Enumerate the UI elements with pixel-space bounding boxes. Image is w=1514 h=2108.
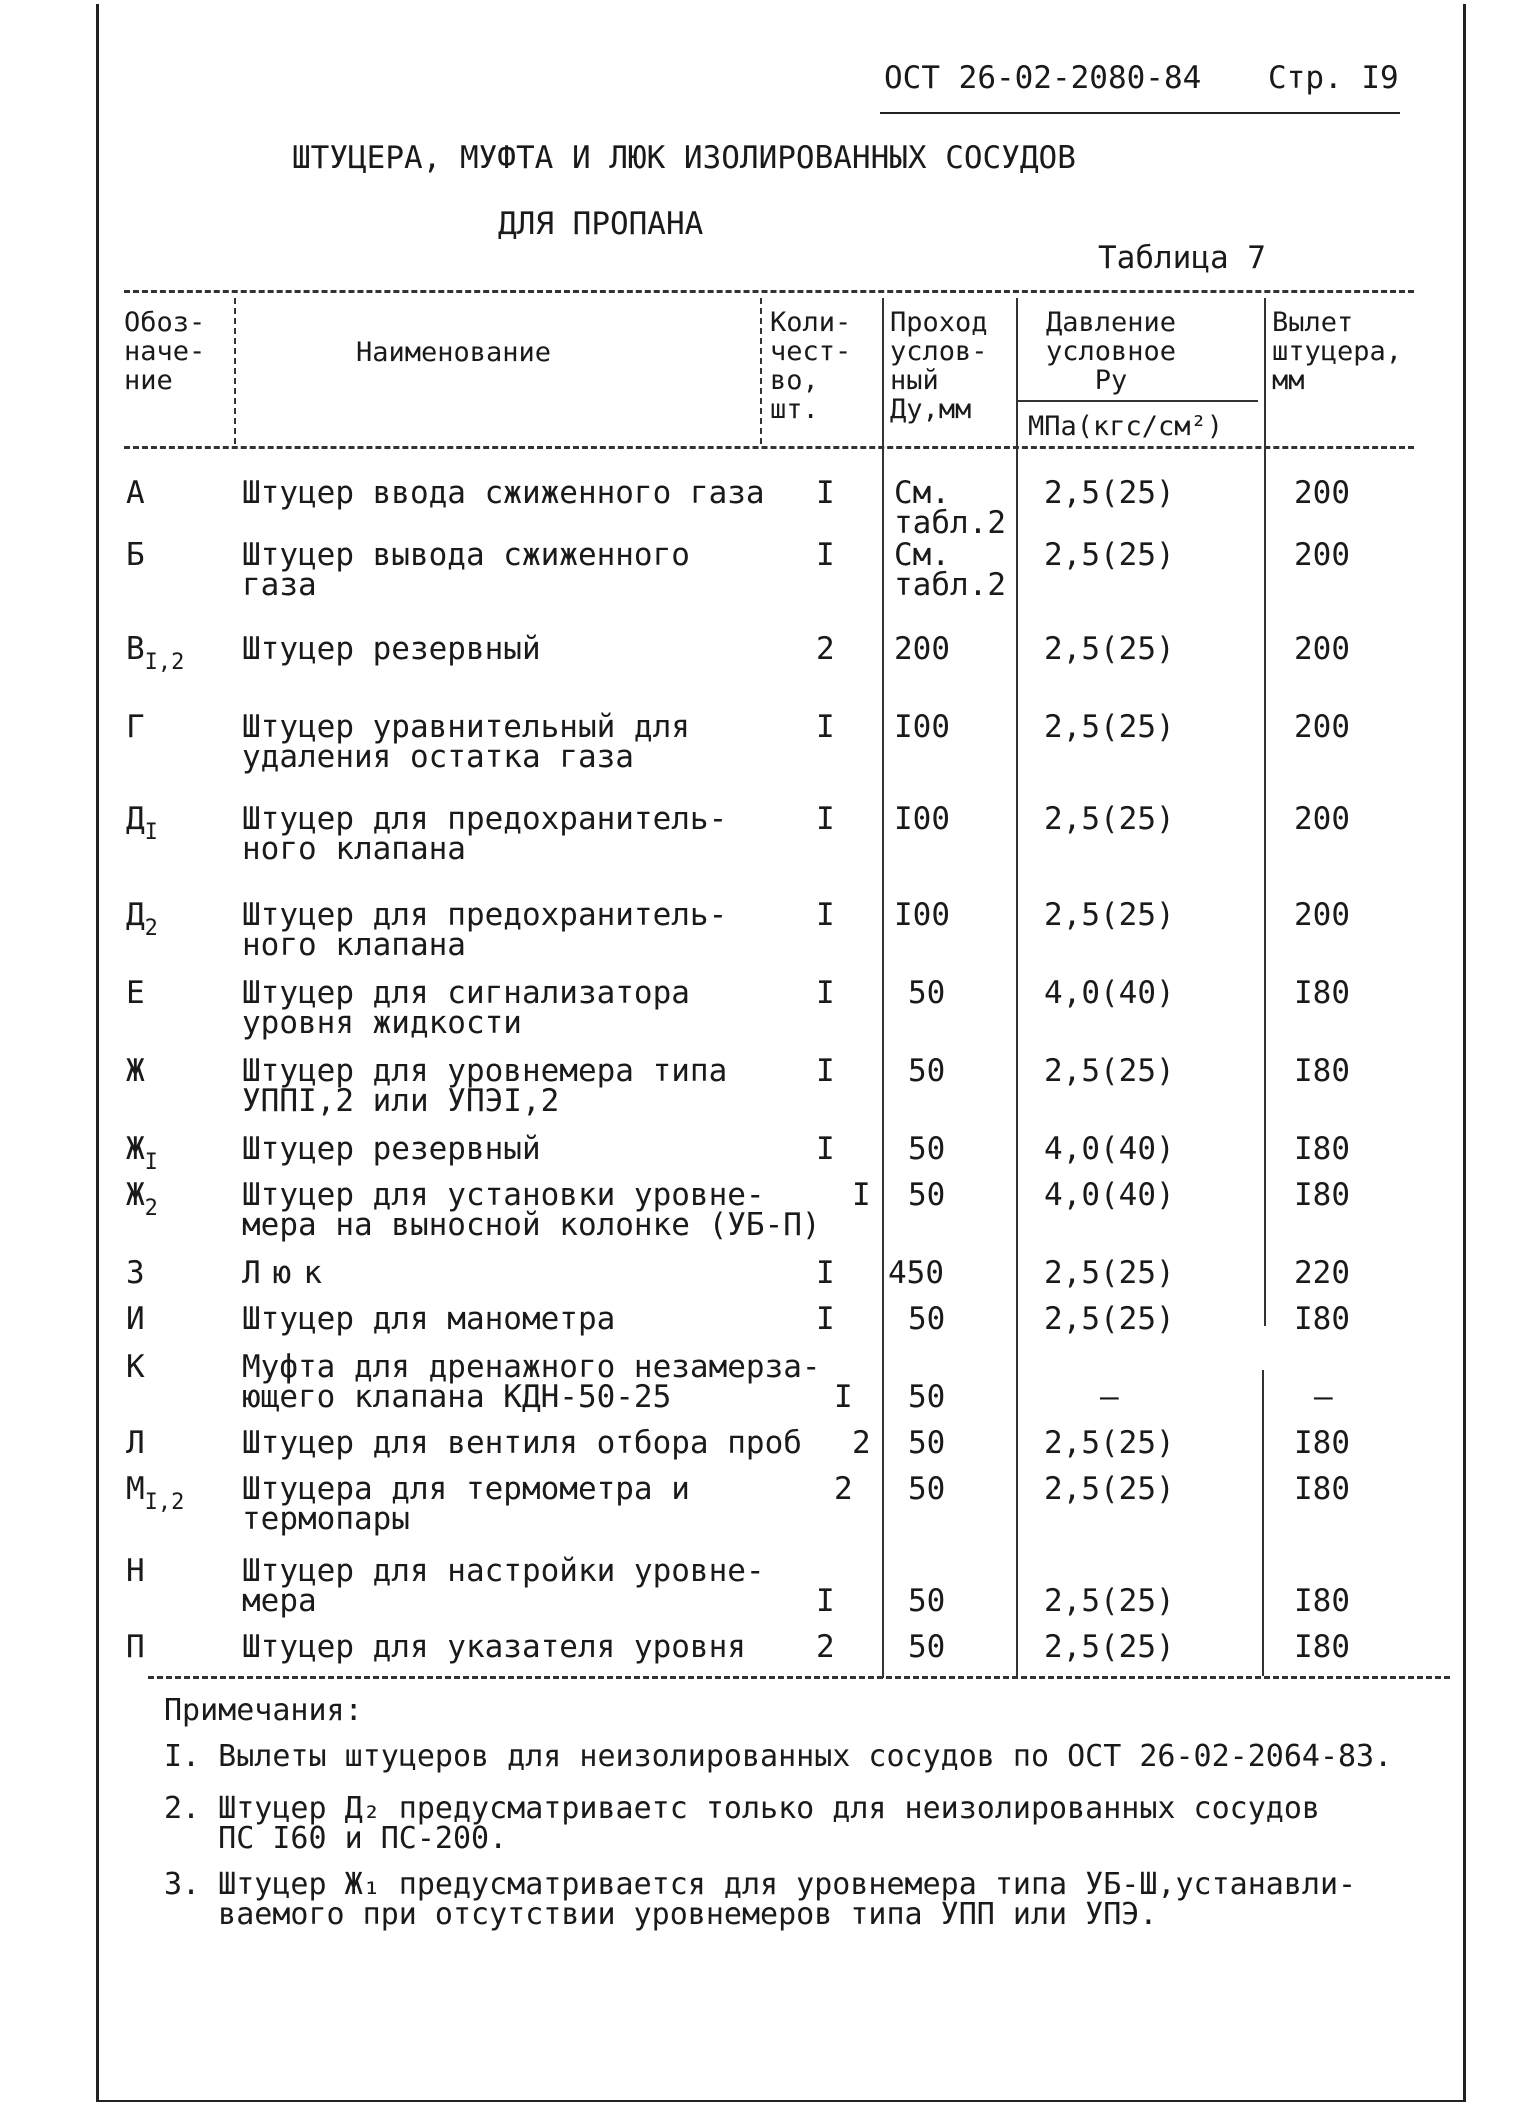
cell-name: Люк (242, 1255, 334, 1291)
cell-designation: Л (126, 1425, 145, 1461)
cell-name: Штуцер для манометра (242, 1301, 616, 1337)
cell-projection: I80 (1294, 1131, 1350, 1167)
cell-nominal-bore: 50 (908, 1177, 946, 1213)
cell-pressure: 2,5(25) (1044, 631, 1175, 667)
cell-projection: I80 (1294, 1053, 1350, 1089)
cell-nominal-bore: I00 (894, 709, 950, 745)
cell-name: Штуцер для вентиля отбора проб (242, 1425, 802, 1461)
cell-nominal-bore: 450 (888, 1255, 944, 1291)
cell-quantity: I (852, 1177, 871, 1213)
table-label: Таблица 7 (1098, 240, 1266, 276)
cell-nominal-bore: 50 (908, 1425, 946, 1461)
cell-nominal-bore: 50 (908, 1471, 946, 1507)
cell-name: Штуцер вывода сжиженного газа (242, 537, 690, 603)
cell-pressure: 4,0(40) (1044, 975, 1175, 1011)
cell-projection: 200 (1294, 709, 1350, 745)
cell-designation: З (126, 1255, 145, 1291)
cell-projection: 200 (1294, 475, 1350, 511)
cell-quantity: I (816, 1301, 835, 1337)
page-number: Стр. I9 (1268, 60, 1399, 96)
cell-designation: А (126, 475, 145, 511)
cell-name: Штуцер ввода сжиженного газа (242, 475, 765, 511)
cell-projection: 200 (1294, 537, 1350, 573)
cell-name: Штуцер уравнительный для удаления остатка газа (242, 709, 690, 775)
cell-designation: Г (126, 709, 145, 745)
cell-projection: I80 (1294, 1471, 1350, 1507)
col-sep-5 (1264, 298, 1266, 1326)
page-subtitle: ДЛЯ ПРОПАНА (498, 206, 704, 242)
col-header-name: Наименование (356, 337, 552, 368)
col-header-quantity: Коли- чест- во, шт. (770, 307, 852, 425)
cell-pressure: 2,5(25) (1044, 475, 1175, 511)
cell-pressure: 2,5(25) (1044, 537, 1175, 573)
cell-pressure: 2,5(25) (1044, 1629, 1175, 1665)
col-sep-1 (234, 298, 236, 444)
table-top-rule (124, 290, 1414, 293)
col-sep-3 (882, 298, 884, 1678)
cell-pressure: 2,5(25) (1044, 1053, 1175, 1089)
cell-nominal-bore: 50 (908, 975, 946, 1011)
note-item: 2. Штуцер Д₂ предусматриваетс только для неизолированных сосудов ПС I60 и ПС-200. (164, 1791, 1320, 1856)
cell-quantity: I (816, 537, 835, 573)
document-code: ОСТ 26-02-2080-84 (884, 60, 1202, 96)
cell-nominal-bore: 50 (908, 1379, 946, 1415)
cell-name: Штуцер для настройки уровне- мера (242, 1553, 765, 1619)
cell-designation: $Ж_I$ (126, 1131, 158, 1175)
page-title: ШТУЦЕРА, МУФТА И ЛЮК ИЗОЛИРОВАННЫХ СОСУДОВ (292, 140, 1076, 176)
col-header-designation: Обоз- наче- ние (124, 307, 206, 396)
cell-nominal-bore: I00 (894, 897, 950, 933)
cell-name: Штуцер резервный (242, 1131, 541, 1167)
cell-name: Штуцер для сигнализатора уровня жидкости (242, 975, 690, 1041)
cell-quantity: 2 (816, 1629, 835, 1665)
cell-nominal-bore: 50 (908, 1583, 946, 1619)
col-sep-2 (760, 298, 762, 444)
col-header-pressure-unit: МПа(кгс/см²) (1028, 411, 1224, 442)
pressure-unit-rule (1018, 400, 1258, 402)
cell-projection: 200 (1294, 897, 1350, 933)
col-header-pressure: Давление условное Py (1046, 307, 1177, 396)
cell-designation: К (126, 1349, 145, 1385)
cell-quantity: I (816, 975, 835, 1011)
cell-name: Штуцер для уровнемера типа УППI,2 или УПЭI,2 (242, 1053, 728, 1119)
cell-projection: I80 (1294, 1629, 1350, 1665)
cell-nominal-bore: 200 (894, 631, 950, 667)
cell-pressure: 2,5(25) (1044, 897, 1175, 933)
cell-pressure: 2,5(25) (1044, 1471, 1175, 1507)
cell-quantity: I (834, 1379, 853, 1415)
col-sep-4 (1016, 298, 1018, 1678)
cell-name: Штуцер для предохранитель- ного клапана (242, 801, 728, 867)
cell-projection: 200 (1294, 631, 1350, 667)
cell-pressure: 2,5(25) (1044, 1425, 1175, 1461)
note-item: I. Вылеты штуцеров для неизолированных сосудов по ОСТ 26-02-2064-83. (164, 1739, 1393, 1774)
notes-title: Примечания: (164, 1693, 363, 1728)
cell-projection: 220 (1294, 1255, 1350, 1291)
cell-designation: И (126, 1301, 145, 1337)
cell-nominal-bore: I00 (894, 801, 950, 837)
cell-name: Штуцер для предохранитель- ного клапана (242, 897, 728, 963)
cell-designation: П (126, 1629, 145, 1665)
cell-quantity: I (816, 1255, 835, 1291)
cell-quantity: 2 (816, 631, 835, 667)
table-bottom-rule (148, 1676, 1450, 1679)
cell-name: Штуцер для указателя уровня (242, 1629, 746, 1665)
cell-designation: Е (126, 975, 145, 1011)
col-sep-5b (1262, 1370, 1264, 1676)
cell-quantity: I (816, 1583, 835, 1619)
col-header-nominal-bore: Проход услов- ный Ду,мм (890, 307, 988, 425)
cell-quantity: I (816, 801, 835, 837)
cell-quantity: I (816, 709, 835, 745)
cell-pressure: 2,5(25) (1044, 1583, 1175, 1619)
cell-designation: Н (126, 1553, 145, 1589)
cell-name: Штуцер для установки уровне- мера на выносной колонке (УБ-П) (242, 1177, 821, 1243)
cell-quantity: 2 (834, 1471, 853, 1507)
cell-designation: $Ж_2$ (126, 1177, 158, 1221)
cell-designation: Ж (126, 1053, 145, 1089)
table-header-bottom-rule (124, 446, 1414, 449)
cell-projection: I80 (1294, 1425, 1350, 1461)
cell-projection: I80 (1294, 975, 1350, 1011)
cell-quantity: I (816, 897, 835, 933)
cell-designation: $Д_2$ (126, 897, 158, 941)
header-underline (880, 112, 1400, 114)
cell-projection: – (1314, 1379, 1333, 1415)
cell-nominal-bore: 50 (908, 1053, 946, 1089)
cell-designation: $Д_I$ (126, 801, 158, 845)
cell-pressure: 4,0(40) (1044, 1131, 1175, 1167)
cell-designation: Б (126, 537, 145, 573)
cell-quantity: I (816, 475, 835, 511)
cell-pressure: 4,0(40) (1044, 1177, 1175, 1213)
cell-name: Штуцера для термометра и термопары (242, 1471, 690, 1537)
cell-pressure: 2,5(25) (1044, 1255, 1175, 1291)
col-header-projection: Вылет штуцера, мм (1272, 307, 1403, 396)
cell-projection: I80 (1294, 1583, 1350, 1619)
cell-quantity: I (816, 1053, 835, 1089)
cell-quantity: I (816, 1131, 835, 1167)
cell-quantity: 2 (852, 1425, 871, 1461)
cell-name: Муфта для дренажного незамерза- ющего клапана КДН-50-25 (242, 1349, 821, 1415)
cell-designation: $М_{I,2}$ (126, 1471, 185, 1515)
cell-projection: 200 (1294, 801, 1350, 837)
cell-nominal-bore: См. табл.2 (894, 475, 1006, 541)
cell-pressure: – (1100, 1379, 1119, 1415)
cell-projection: I80 (1294, 1301, 1350, 1337)
cell-pressure: 2,5(25) (1044, 709, 1175, 745)
note-item: 3. Штуцер Ж₁ предусматривается для уровнемера типа УБ-Ш,устанавли- ваемого при отсутствии уровнемеров типа УПП или УПЭ. (164, 1867, 1357, 1932)
cell-nominal-bore: 50 (908, 1131, 946, 1167)
cell-pressure: 2,5(25) (1044, 801, 1175, 837)
cell-nominal-bore: 50 (908, 1629, 946, 1665)
cell-nominal-bore: 50 (908, 1301, 946, 1337)
cell-projection: I80 (1294, 1177, 1350, 1213)
cell-designation: $В_{I,2}$ (126, 631, 185, 675)
cell-name: Штуцер резервный (242, 631, 541, 667)
cell-pressure: 2,5(25) (1044, 1301, 1175, 1337)
cell-nominal-bore: См. табл.2 (894, 537, 1006, 603)
